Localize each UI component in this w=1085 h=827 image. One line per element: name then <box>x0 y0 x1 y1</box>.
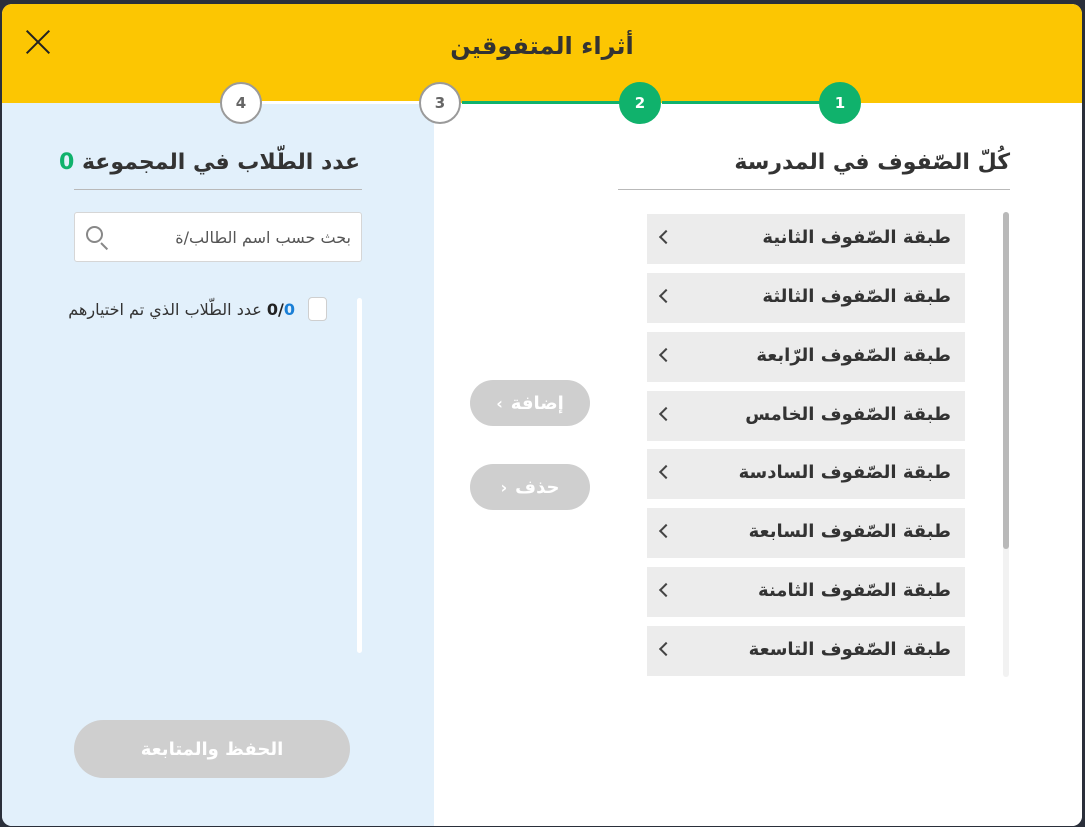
selected-count: 0 <box>283 300 295 319</box>
class-item[interactable] <box>647 449 965 499</box>
add-button-label: إضافة <box>510 392 564 414</box>
step-3: 3 <box>419 82 461 124</box>
class-item-label: طبقة الصّفوف السادسة <box>738 462 951 483</box>
chevron-left-icon: ‹ <box>500 477 508 497</box>
group-title <box>59 150 360 175</box>
chevron-left-icon <box>659 465 673 479</box>
chevron-left-icon <box>659 524 673 538</box>
chevron-left-icon <box>659 407 673 421</box>
class-item-label: طبقة الصّفوف التاسعة <box>748 639 951 660</box>
select-all-checkbox[interactable] <box>308 297 327 321</box>
classes-scrollbar-thumb[interactable] <box>1003 212 1009 549</box>
class-item[interactable] <box>647 214 965 264</box>
classes-title: كُلّ الصّفوف في المدرسة <box>734 150 1010 175</box>
classes-divider <box>618 189 1010 190</box>
add-button[interactable] <box>470 380 590 426</box>
selected-total: 0 <box>266 300 279 319</box>
student-search-input[interactable] <box>121 223 351 251</box>
class-item-label: طبقة الصّفوف الثامنة <box>758 580 951 601</box>
step-connector-2-3 <box>462 101 642 104</box>
chevron-left-icon <box>659 583 673 597</box>
class-item[interactable] <box>647 391 965 441</box>
group-title-label: عدد الطّلاب في المجموعة <box>81 150 360 175</box>
remove-button[interactable] <box>470 464 590 510</box>
class-item-label: طبقة الصّفوف الثالثة <box>762 286 951 307</box>
modal-title: أثراء المتفوقين <box>450 32 634 60</box>
remove-button-label: حذف <box>515 476 560 498</box>
student-search <box>74 212 362 262</box>
save-continue-button[interactable]: الحفظ والمتابعة <box>74 720 350 778</box>
step-1: 1 <box>819 82 861 124</box>
class-item-label: طبقة الصّفوف السابعة <box>748 521 951 542</box>
students-scrollbar[interactable] <box>357 298 362 653</box>
step-4: 4 <box>220 82 262 124</box>
close-icon[interactable] <box>24 28 52 56</box>
step-connector-3-4 <box>262 101 442 104</box>
class-item[interactable] <box>647 508 965 558</box>
selected-count-text: 0/0 عدد الطّلاب الذي تم اختيارهم <box>68 300 295 319</box>
class-item[interactable] <box>647 626 965 676</box>
class-item[interactable] <box>647 273 965 323</box>
chevron-left-icon <box>659 289 673 303</box>
group-count: 0 <box>58 150 75 175</box>
step-2: 2 <box>619 82 661 124</box>
group-divider <box>74 189 362 190</box>
chevron-right-icon: › <box>496 393 503 413</box>
modal <box>2 4 1082 826</box>
class-item[interactable] <box>647 567 965 617</box>
class-item-label: طبقة الصّفوف الخامس <box>745 404 951 425</box>
class-item-label: طبقة الصّفوف الثانية <box>762 227 951 248</box>
step-connector-1-2 <box>662 101 842 104</box>
chevron-left-icon <box>659 348 673 362</box>
chevron-left-icon <box>659 642 673 656</box>
class-item-label: طبقة الصّفوف الرّابعة <box>756 345 951 366</box>
modal-header <box>2 4 1082 103</box>
search-icon[interactable] <box>84 224 112 252</box>
selected-label: عدد الطّلاب الذي تم اختيارهم <box>68 300 262 319</box>
class-item[interactable] <box>647 332 965 382</box>
chevron-left-icon <box>659 230 673 244</box>
